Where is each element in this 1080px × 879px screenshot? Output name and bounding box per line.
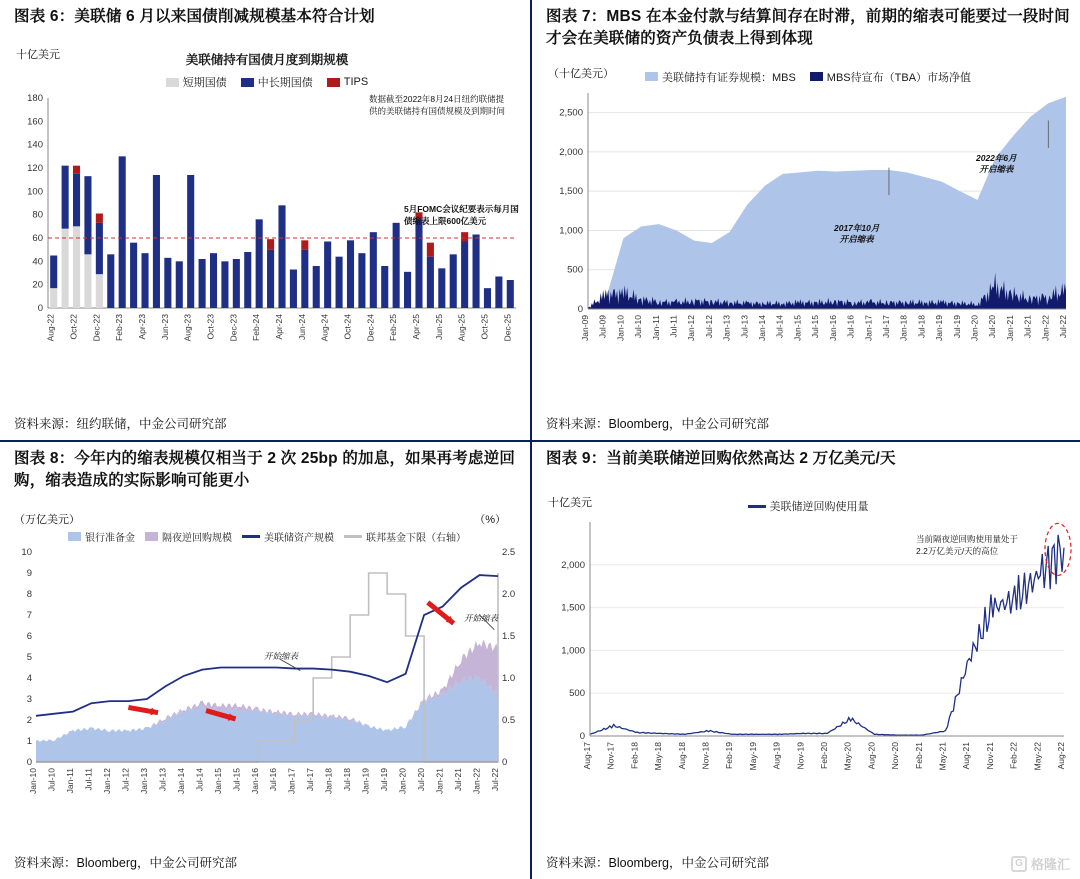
legend-item-rrp-usage [748, 498, 869, 514]
chart8-xtick: Jul-16 [268, 767, 279, 792]
chart9-xtick: Aug-20 [866, 742, 877, 770]
chart6-bar-segment [415, 220, 422, 309]
chart8-ytick-right: 2.0 [502, 588, 516, 600]
chart6-bar-segment [130, 243, 137, 308]
watermark-label: 格隆汇 [1030, 857, 1070, 872]
watermark [1011, 854, 1070, 873]
chart6-bar-segment [336, 257, 343, 308]
chart6-ytick: 80 [32, 210, 43, 222]
chart6-inner-title: 美联储持有国债月度到期规模 [185, 53, 349, 68]
chart6-bar-segment [427, 243, 434, 257]
chart6-bar-segment [461, 233, 468, 242]
chart6-bar-segment [438, 269, 445, 309]
chart8-ytick-left: 2 [26, 714, 32, 726]
chart9-xtick: Nov-21 [984, 742, 995, 770]
chart9-note-line2: 2.2万亿美元/天的高位 [916, 545, 999, 556]
chart7-svg [546, 85, 1074, 375]
chart7-xtick: Jan-18 [898, 314, 909, 341]
chart6-source: 资料来源：纽约联储，中金公司研究部 [14, 417, 227, 431]
chart8-unit-right: （%） [474, 513, 506, 526]
chart7-unit: （十亿美元） [548, 67, 614, 80]
chart6-xtick: Feb-25 [388, 314, 399, 342]
chart7-xtick: Jan-11 [650, 314, 661, 341]
legend-swatch-ff-lower [344, 535, 362, 538]
chart6-bar-segment [301, 241, 308, 250]
chart9-ytick: 1,500 [561, 603, 585, 615]
chart6-bar-segment [62, 166, 69, 229]
chart9-xtick: Nov-20 [890, 742, 901, 770]
chart6-bar-segment [290, 270, 297, 309]
chart6-bar-segment [210, 254, 217, 309]
chart6-bar-segment [187, 175, 194, 308]
chart7-xtick: Jul-12 [703, 314, 714, 339]
chart6-bar-segment [119, 157, 126, 309]
chart6-xtick: Feb-24 [251, 314, 262, 342]
chart7-xtick: Jul-11 [668, 314, 679, 338]
chart8-ytick-left: 1 [26, 735, 32, 747]
chart9-note [916, 534, 1046, 557]
chart7-xtick: Jul-13 [739, 314, 750, 339]
chart9-xtick: Aug-22 [1056, 742, 1066, 770]
chart8-xtick: Jan-14 [175, 767, 186, 794]
chart7-xtick: Jul-09 [597, 314, 608, 339]
chart6-xtick: Oct-22 [68, 314, 79, 340]
chart6-bar-segment [73, 174, 80, 227]
chart6-bar-segment [176, 262, 183, 309]
chart6-bar-segment [324, 242, 331, 309]
legend-item-tips [327, 76, 368, 88]
chart9-xtick: May-18 [653, 742, 664, 771]
legend-label-tips: TIPS [343, 76, 369, 89]
chart8-xtick: Jul-11 [83, 767, 94, 791]
chart9-chartbox [546, 494, 1070, 811]
chart6-bar-segment [495, 277, 502, 309]
chart7-xtick: Jul-10 [633, 314, 644, 339]
chart6-bar-segment [153, 175, 160, 308]
chart6-ytick: 20 [32, 280, 43, 292]
chart6-ytick: 140 [27, 140, 43, 152]
chart7-ytick: 1,500 [559, 186, 583, 198]
chart6-note1 [369, 94, 509, 117]
chart7-legend [546, 69, 1070, 85]
chart9-ytick: 500 [569, 688, 585, 700]
chart6-ytick: 60 [32, 233, 43, 245]
chart9-xtick: Nov-18 [700, 742, 711, 770]
chart6-bar-segment [244, 252, 251, 308]
chart6-bar-segment [404, 272, 411, 308]
chart9-xtick: Aug-19 [771, 742, 782, 770]
chart6-bar-segment [267, 240, 274, 251]
chart8-xtick: Jul-21 [453, 767, 464, 792]
chart8-title: 图表 8：今年内的缩表规模仅相当于 2 次 25bp 的加息，如果再考虑逆回购，缩表造成的实际影响可能更小 [14, 450, 516, 490]
chart6-legend [14, 74, 520, 90]
chart8-xtick: Jul-22 [490, 767, 500, 792]
chart6-bar-segment [107, 255, 114, 309]
chart8-ytick-right: 0 [502, 756, 508, 768]
chart7-ytick: 500 [567, 264, 583, 276]
chart6-xtick: Jun-23 [159, 314, 170, 341]
legend-label-long-term: 中长期国债 [257, 77, 313, 90]
chart6-bar-segment [473, 235, 480, 309]
chart7-ytick: 2,000 [559, 146, 583, 158]
chart7-xtick: Jan-16 [827, 314, 838, 341]
chart6-bar-segment [381, 266, 388, 308]
chart8-ytick-right: 1.5 [502, 630, 516, 642]
chart8-unit-left: （万亿美元） [14, 513, 80, 526]
chart9-xtick: May-19 [747, 742, 758, 771]
chart6-bar-segment [141, 254, 148, 309]
chart6-bar-segment [370, 233, 377, 309]
legend-item-ff-lower [344, 529, 466, 544]
watermark-icon: G [1011, 856, 1027, 872]
chart9-xtick: Aug-17 [582, 742, 592, 770]
chart6-xtick: Jun-25 [433, 314, 444, 341]
chart6-bar-segment [199, 259, 206, 308]
chart8-xtick: Jan-16 [249, 767, 260, 794]
chart6-bar-segment [62, 229, 69, 308]
chart8-area-reserves [36, 674, 498, 762]
chart9-xtick: Aug-18 [676, 742, 687, 770]
legend-swatch-tba [810, 72, 823, 81]
chart9-legend [546, 498, 1070, 514]
chart8-ytick-left: 5 [26, 651, 32, 663]
chart8-ytick-left: 6 [26, 630, 32, 642]
chart7-xtick: Jan-15 [792, 314, 803, 341]
chart9-xtick: Aug-21 [961, 742, 972, 770]
chart6-ytick: 120 [27, 163, 43, 175]
chart7-chartbox [546, 65, 1070, 380]
chart6-title: 图表 6：美联储 6 月以来国债削减规模基本符合计划 [14, 8, 375, 25]
chart8-xtick: Jan-20 [397, 767, 408, 794]
chart6-ytick: 0 [37, 303, 43, 315]
legend-swatch-fed-assets [242, 535, 260, 538]
chart9-xtick: Feb-20 [819, 742, 829, 770]
chart6-ytick: 100 [27, 186, 43, 198]
chart6-bar-segment [484, 289, 491, 309]
panel-chart7 [530, 0, 1080, 440]
chart7-xtick: Jan-10 [615, 314, 626, 341]
chart7-xtick: Jan-12 [686, 314, 697, 341]
legend-item-fed-assets [242, 529, 334, 544]
chart6-xtick: Oct-23 [205, 314, 216, 340]
chart7-xtick: Jul-21 [1022, 314, 1033, 339]
chart8-xtick: Jul-18 [342, 767, 353, 792]
chart8-xtick: Jul-10 [46, 767, 57, 792]
chart7-xtick: Jan-09 [580, 314, 590, 341]
chart7-xtick: Jan-21 [1004, 314, 1015, 341]
chart7-xtick: Jan-20 [969, 314, 980, 341]
chart9-note-line1: 当前隔夜逆回购使用量处于 [916, 534, 1019, 545]
chart7-xtick: Jul-15 [810, 314, 821, 339]
chart6-xtick: Aug-22 [45, 314, 56, 342]
chart8-xtick: Jan-11 [64, 767, 75, 794]
chart8-ytick-left: 10 [21, 546, 32, 558]
chart6-bar-segment [73, 227, 80, 309]
chart6-bar-segment [267, 250, 274, 308]
chart8-xtick: Jan-21 [434, 767, 445, 794]
chart9-xtick: Nov-17 [605, 742, 616, 770]
chart9-xtick: Feb-21 [913, 742, 924, 770]
chart8-units [14, 511, 520, 527]
chart6-bar-segment [84, 255, 91, 309]
chart6-bar-segment [450, 255, 457, 309]
chart8-xtick: Jan-13 [138, 767, 149, 794]
chart8-xtick: Jul-13 [157, 767, 168, 792]
chart7-ytick: 2,500 [559, 107, 583, 119]
chart8-ytick-left: 3 [26, 693, 32, 705]
chart7-note2-line1: 2022年6月 [976, 152, 1017, 163]
chart8-ytick-left: 9 [26, 567, 32, 579]
chart6-xtick: Aug-23 [182, 314, 193, 342]
chart8-xtick: Jul-19 [379, 767, 390, 792]
chart8-xtick: Jan-15 [212, 767, 223, 794]
chart7-title: 图表 7：MBS 在本金付款与结算间存在时滞，前期的缩表可能要过一段时间才会在美联储的资产负债表上得到体现 [546, 8, 1070, 48]
chart8-ytick-left: 4 [26, 672, 32, 684]
chart6-bar-segment [233, 259, 240, 308]
chart8-ytick-left: 0 [26, 756, 32, 768]
chart6-xtick: Dec-24 [365, 314, 376, 342]
chart6-xtick: Dec-23 [228, 314, 239, 342]
chart8-xtick: Jul-20 [416, 767, 427, 792]
chart7-xtick: Jul-22 [1058, 314, 1068, 339]
chart6-note2 [404, 204, 519, 227]
chart8-red-arrow-1 [128, 707, 158, 715]
chart8-xtick: Jul-15 [231, 767, 242, 792]
chart8-xtick: Jul-17 [305, 767, 316, 792]
chart6-chartbox [14, 46, 520, 375]
chart7-note1 [834, 223, 879, 246]
chart8-xtick: Jul-12 [120, 767, 131, 792]
chart9-xtick: Nov-19 [795, 742, 806, 770]
chart8-ytick-left: 7 [26, 609, 32, 621]
chart9-xtick: Feb-18 [629, 742, 640, 770]
chart6-xtick: Oct-24 [342, 314, 353, 340]
legend-swatch-tips [327, 78, 340, 87]
chart9-xtick: Feb-22 [1008, 742, 1019, 770]
chart6-ytick: 180 [27, 93, 43, 105]
chart8-line-fed-assets [36, 575, 498, 716]
chart6-bar-segment [164, 258, 171, 308]
chart6-bar-segment [347, 241, 354, 309]
chart6-bar-segment [313, 266, 320, 308]
chart7-area-mbs [588, 97, 1066, 309]
chart7-xtick: Jan-22 [1040, 314, 1051, 341]
chart6-unit: 十亿美元 [16, 49, 60, 62]
chart6-bar-segment [256, 220, 263, 309]
chart6-bar-segment [358, 254, 365, 309]
panel-chart9 [530, 440, 1080, 879]
chart8-note1-text: 开始缩表 [264, 650, 299, 661]
chart6-bar-segment [427, 257, 434, 308]
chart6-bar-segment [393, 223, 400, 308]
chart8-note1 [264, 651, 298, 662]
chart8-xtick: Jan-22 [471, 767, 482, 794]
legend-label-fed-assets: 美联储资产规模 [264, 532, 334, 544]
chart7-note1-line1: 2017年10月 [834, 222, 880, 233]
chart8-ytick-right: 0.5 [502, 714, 516, 726]
chart6-bar-segment [50, 256, 57, 289]
chart7-xtick: Jul-17 [880, 314, 891, 339]
chart6-note1-text: 数据截至2022年8月24日纽约联储提供的美联储持有国债规模及到期时间 [369, 94, 506, 116]
chart6-ytick: 40 [32, 256, 43, 268]
legend-swatch-on-rrp [145, 532, 158, 541]
legend-item-bank-reserves [68, 529, 135, 544]
chart9-ytick: 0 [579, 731, 585, 743]
chart8-red-arrow-3 [428, 602, 454, 623]
chart7-source: 资料来源：Bloomberg，中金公司研究部 [546, 417, 769, 431]
legend-swatch-short-term [166, 78, 179, 87]
legend-label-ff-lower: 联邦基金下限（右轴） [366, 532, 466, 544]
legend-label-bank-reserves: 银行准备金 [85, 532, 135, 544]
legend-item-long-term [241, 74, 313, 90]
chart6-bar-segment [461, 242, 468, 309]
chart8-chartbox [14, 511, 520, 831]
chart6-bar-segment [507, 280, 514, 308]
chart6-note2-text: 5月FOMC会议纪要表示每月国债缩表上限600亿美元 [404, 204, 519, 226]
chart8-xtick: Jan-12 [101, 767, 112, 794]
legend-label-tba: MBS待宣布（TBA）市场净值 [826, 71, 972, 84]
chart9-unit: 十亿美元 [548, 497, 592, 510]
chart6-bar-segment [301, 250, 308, 308]
chart8-xtick: Jan-17 [286, 767, 297, 794]
chart6-xtick: Aug-24 [319, 314, 330, 342]
chart6-bar-segment [96, 223, 103, 274]
chart7-ytick: 0 [577, 303, 583, 315]
chart6-bar-segment [84, 177, 91, 255]
chart7-xtick: Jul-20 [987, 314, 998, 339]
chart6-xtick: Apr-24 [274, 314, 284, 340]
chart7-xtick: Jan-14 [757, 314, 768, 341]
chart6-xtick: Apr-23 [137, 314, 148, 340]
legend-swatch-long-term [241, 78, 254, 87]
legend-item-tba [810, 69, 971, 85]
chart9-source: 资料来源：Bloomberg，中金公司研究部 [546, 856, 769, 870]
chart6-bar-segment [96, 275, 103, 309]
chart9-xtick: May-21 [937, 742, 948, 771]
chart7-xtick: Jul-16 [845, 314, 856, 339]
panel-chart8 [0, 440, 530, 879]
chart6-ytick: 160 [27, 116, 43, 128]
legend-swatch-rrp-usage [748, 505, 766, 508]
chart6-svg [14, 90, 524, 370]
chart8-xtick: Jul-14 [194, 767, 205, 792]
chart8-ytick-left: 8 [26, 588, 32, 600]
chart6-bar-segment [278, 206, 285, 309]
panel-chart6 [0, 0, 530, 440]
chart7-note1-line2: 开启缩表 [839, 234, 874, 245]
chart7-xtick: Jul-19 [951, 314, 962, 339]
chart8-note2 [464, 613, 498, 624]
chart6-bar-segment [96, 214, 103, 223]
chart7-xtick: Jan-17 [863, 314, 874, 341]
chart8-ytick-right: 2.5 [502, 546, 516, 558]
chart8-xtick: Jan-18 [323, 767, 334, 794]
chart9-xtick: Feb-19 [724, 742, 735, 770]
chart8-legend [14, 529, 520, 544]
legend-label-rrp-usage: 美联储逆回购使用量 [769, 501, 869, 514]
chart7-note2-line2: 开启缩表 [979, 164, 1014, 175]
chart9-ytick: 1,000 [561, 645, 585, 657]
legend-swatch-bank-reserves [68, 532, 81, 541]
chart6-bar-segment [73, 166, 80, 174]
chart6-xtick: Jun-24 [296, 314, 307, 341]
chart8-ytick-right: 1.0 [502, 672, 516, 684]
chart7-note2 [976, 153, 1017, 176]
chart9-title: 图表 9：当前美联储逆回购依然高达 2 万亿美元/天 [546, 450, 896, 467]
chart7-xtick: Jan-13 [721, 314, 732, 341]
chart9-svg [546, 514, 1074, 806]
chart6-bar-segment [50, 289, 57, 309]
legend-label-short-term: 短期国债 [182, 77, 227, 90]
legend-label-on-rrp: 隔夜逆回购规模 [162, 532, 232, 544]
legend-item-short-term [166, 74, 227, 90]
chart9-ytick: 2,000 [561, 560, 585, 572]
legend-label-mbs-holdings: 美联储持有证券规模：MBS [661, 71, 796, 84]
chart8-xtick: Jan-19 [360, 767, 371, 794]
chart6-bar-segment [221, 262, 228, 309]
chart7-ytick: 1,000 [559, 225, 583, 237]
chart6-bars [50, 157, 514, 309]
chart6-xtick: Feb-23 [114, 314, 125, 342]
chart6-xtick: Aug-25 [456, 314, 467, 342]
legend-item-mbs-holdings [645, 69, 796, 85]
chart8-source: 资料来源：Bloomberg，中金公司研究部 [14, 856, 237, 870]
legend-swatch-mbs-holdings [645, 72, 658, 81]
legend-item-on-rrp [145, 529, 232, 544]
chart6-xtick: Dec-25 [502, 314, 513, 342]
chart8-xtick: Jan-10 [28, 767, 38, 794]
chart6-xtick: Oct-25 [479, 314, 490, 340]
chart7-xtick: Jul-14 [774, 314, 785, 339]
chart9-xtick: May-20 [842, 742, 853, 771]
chart8-note2-text: 开始缩表 [464, 612, 499, 623]
chart6-xtick: Dec-22 [91, 314, 102, 342]
chart9-xtick: May-22 [1032, 742, 1043, 771]
chart8-svg [14, 544, 524, 826]
chart6-xtick: Apr-25 [410, 314, 421, 340]
chart7-xtick: Jan-19 [934, 314, 945, 341]
chart7-xtick: Jul-18 [916, 314, 927, 339]
